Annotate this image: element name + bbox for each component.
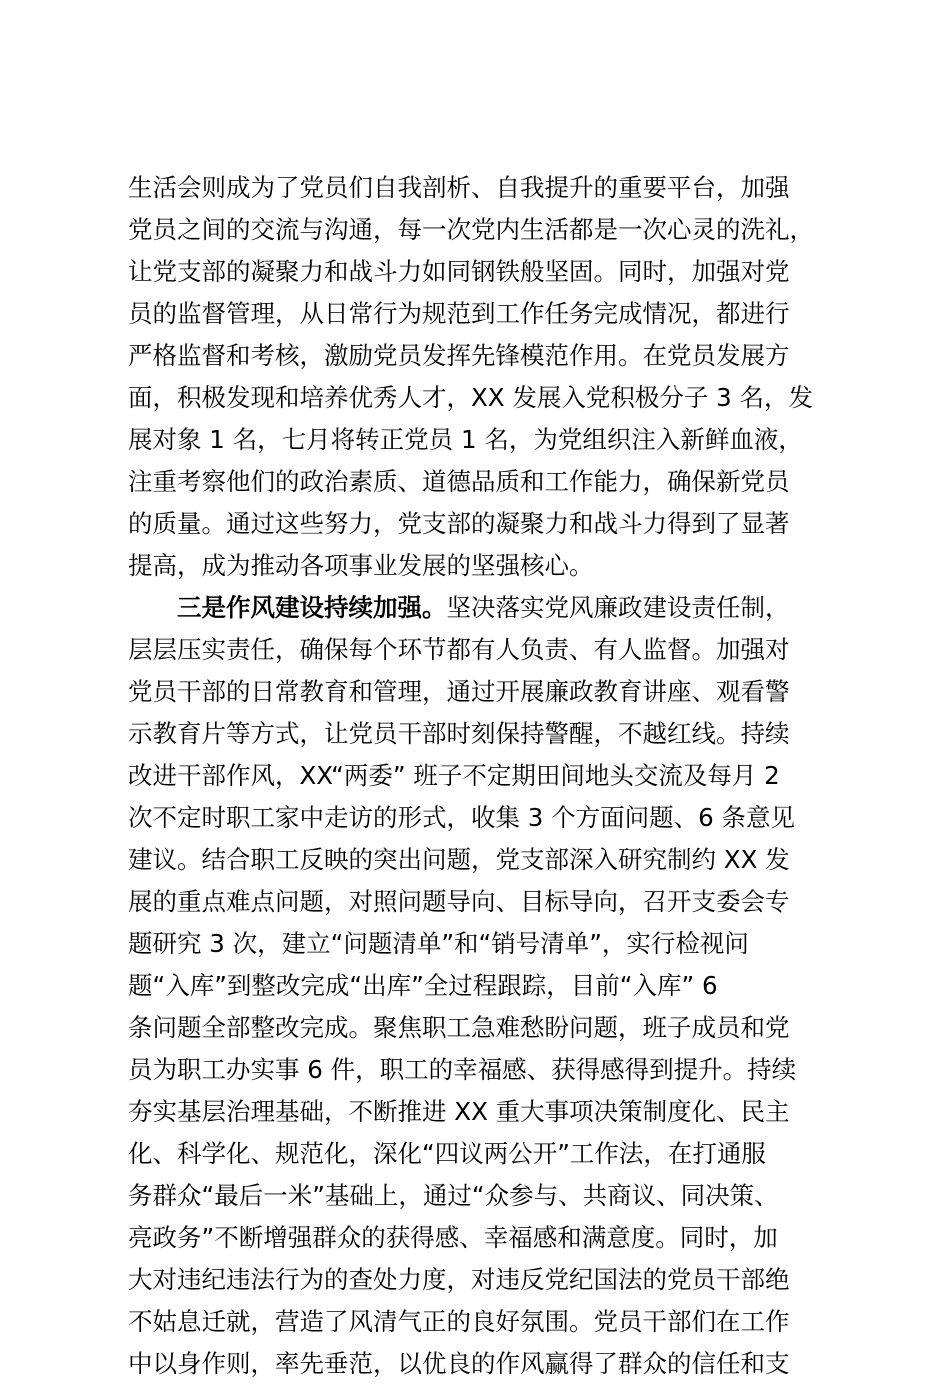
text-line: 面，积极发现和培养优秀人才，XX 发展入党积极分子 3 名，发 <box>128 383 814 412</box>
text-line: 务群众“最后一米”基础上，通过“众参与、共商议、同决策、 <box>128 1181 779 1210</box>
text-line: 展对象 1 名，七月将转正党员 1 名，为党组织注入新鲜血液， <box>128 425 803 454</box>
text-line: 夯实基层治理基础，不断推进 XX 重大事项决策制度化、民主 <box>128 1097 790 1126</box>
text-line: 的质量。通过这些努力，党支部的凝聚力和战斗力得到了显著 <box>128 509 790 538</box>
text-line: 题“入库”到整改完成“出库”全过程跟踪，目前“入库” 6 <box>128 971 718 1000</box>
text-line: 让党支部的凝聚力和战斗力如同钢铁般坚固。同时，加强对党 <box>128 257 790 286</box>
text-line: 化、科学化、规范化，深化“四议两公开”工作法，在打通服 <box>128 1139 766 1168</box>
text-line: 严格监督和考核，激励党员发挥先锋模范作用。在党员发展方 <box>128 341 790 370</box>
text-line-first <box>128 587 840 629</box>
text-line: 题研究 3 次，建立“问题清单”和“销号清单”，实行检视问 <box>128 929 749 958</box>
section-heading: 三是作风建设持续加强。 <box>177 593 447 622</box>
text-line: 生活会则成为了党员们自我剖析、自我提升的重要平台，加强 <box>128 173 790 202</box>
text-line: 建议。结合职工反映的突出问题，党支部深入研究制约 XX 发 <box>128 845 790 874</box>
text-line: 员为职工办实事 6 件，职工的幸福感、获得感得到提升。持续 <box>128 1055 797 1084</box>
text-line: 亮政务”不断增强群众的获得感、幸福感和满意度。同时，加 <box>128 1223 778 1252</box>
text-line: 改进干部作风，XX“两委” 班子不定期田间地头交流及每月 2 <box>128 761 780 790</box>
text-line: 展的重点难点问题，对照问题导向、目标导向，召开支委会专 <box>128 887 790 916</box>
text-line: 不姑息迁就，营造了风清气正的良好氛围。党员干部们在工作 <box>128 1307 790 1336</box>
text-line: 条问题全部整改完成。聚焦职工急难愁盼问题，班子成员和党 <box>128 1013 790 1042</box>
text-line: 中以身作则，率先垂范，以优良的作风赢得了群众的信任和支 <box>128 1349 790 1378</box>
text-line: 层层压实责任，确保每个环节都有人负责、有人监督。加强对 <box>128 635 790 664</box>
text-line: 员的监督管理，从日常行为规范到工作任务完成情况，都进行 <box>128 299 790 328</box>
text-line: 大对违纪违法行为的查处力度，对违反党纪国法的党员干部绝 <box>128 1265 790 1294</box>
text-line: 次不定时职工家中走访的形式，收集 3 个方面问题、6 条意见 <box>128 803 796 832</box>
text-line: 注重考察他们的政治素质、道德品质和工作能力，确保新党员 <box>128 467 790 496</box>
paragraph-work-style-construction <box>128 587 840 1385</box>
first-line-text: 坚决落实党风廉政建设责任制， <box>446 593 790 622</box>
document-body <box>128 167 840 1385</box>
text-line: 党员干部的日常教育和管理，通过开展廉政教育讲座、观看警 <box>128 677 790 706</box>
text-line: 提高，成为推动各项事业发展的坚强核心。 <box>128 551 594 580</box>
paragraph-party-member-development <box>128 167 840 587</box>
text-line: 党员之间的交流与沟通，每一次党内生活都是一次心灵的洗礼， <box>128 215 814 244</box>
text-line: 示教育片等方式，让党员干部时刻保持警醒，不越红线。持续 <box>128 719 790 748</box>
